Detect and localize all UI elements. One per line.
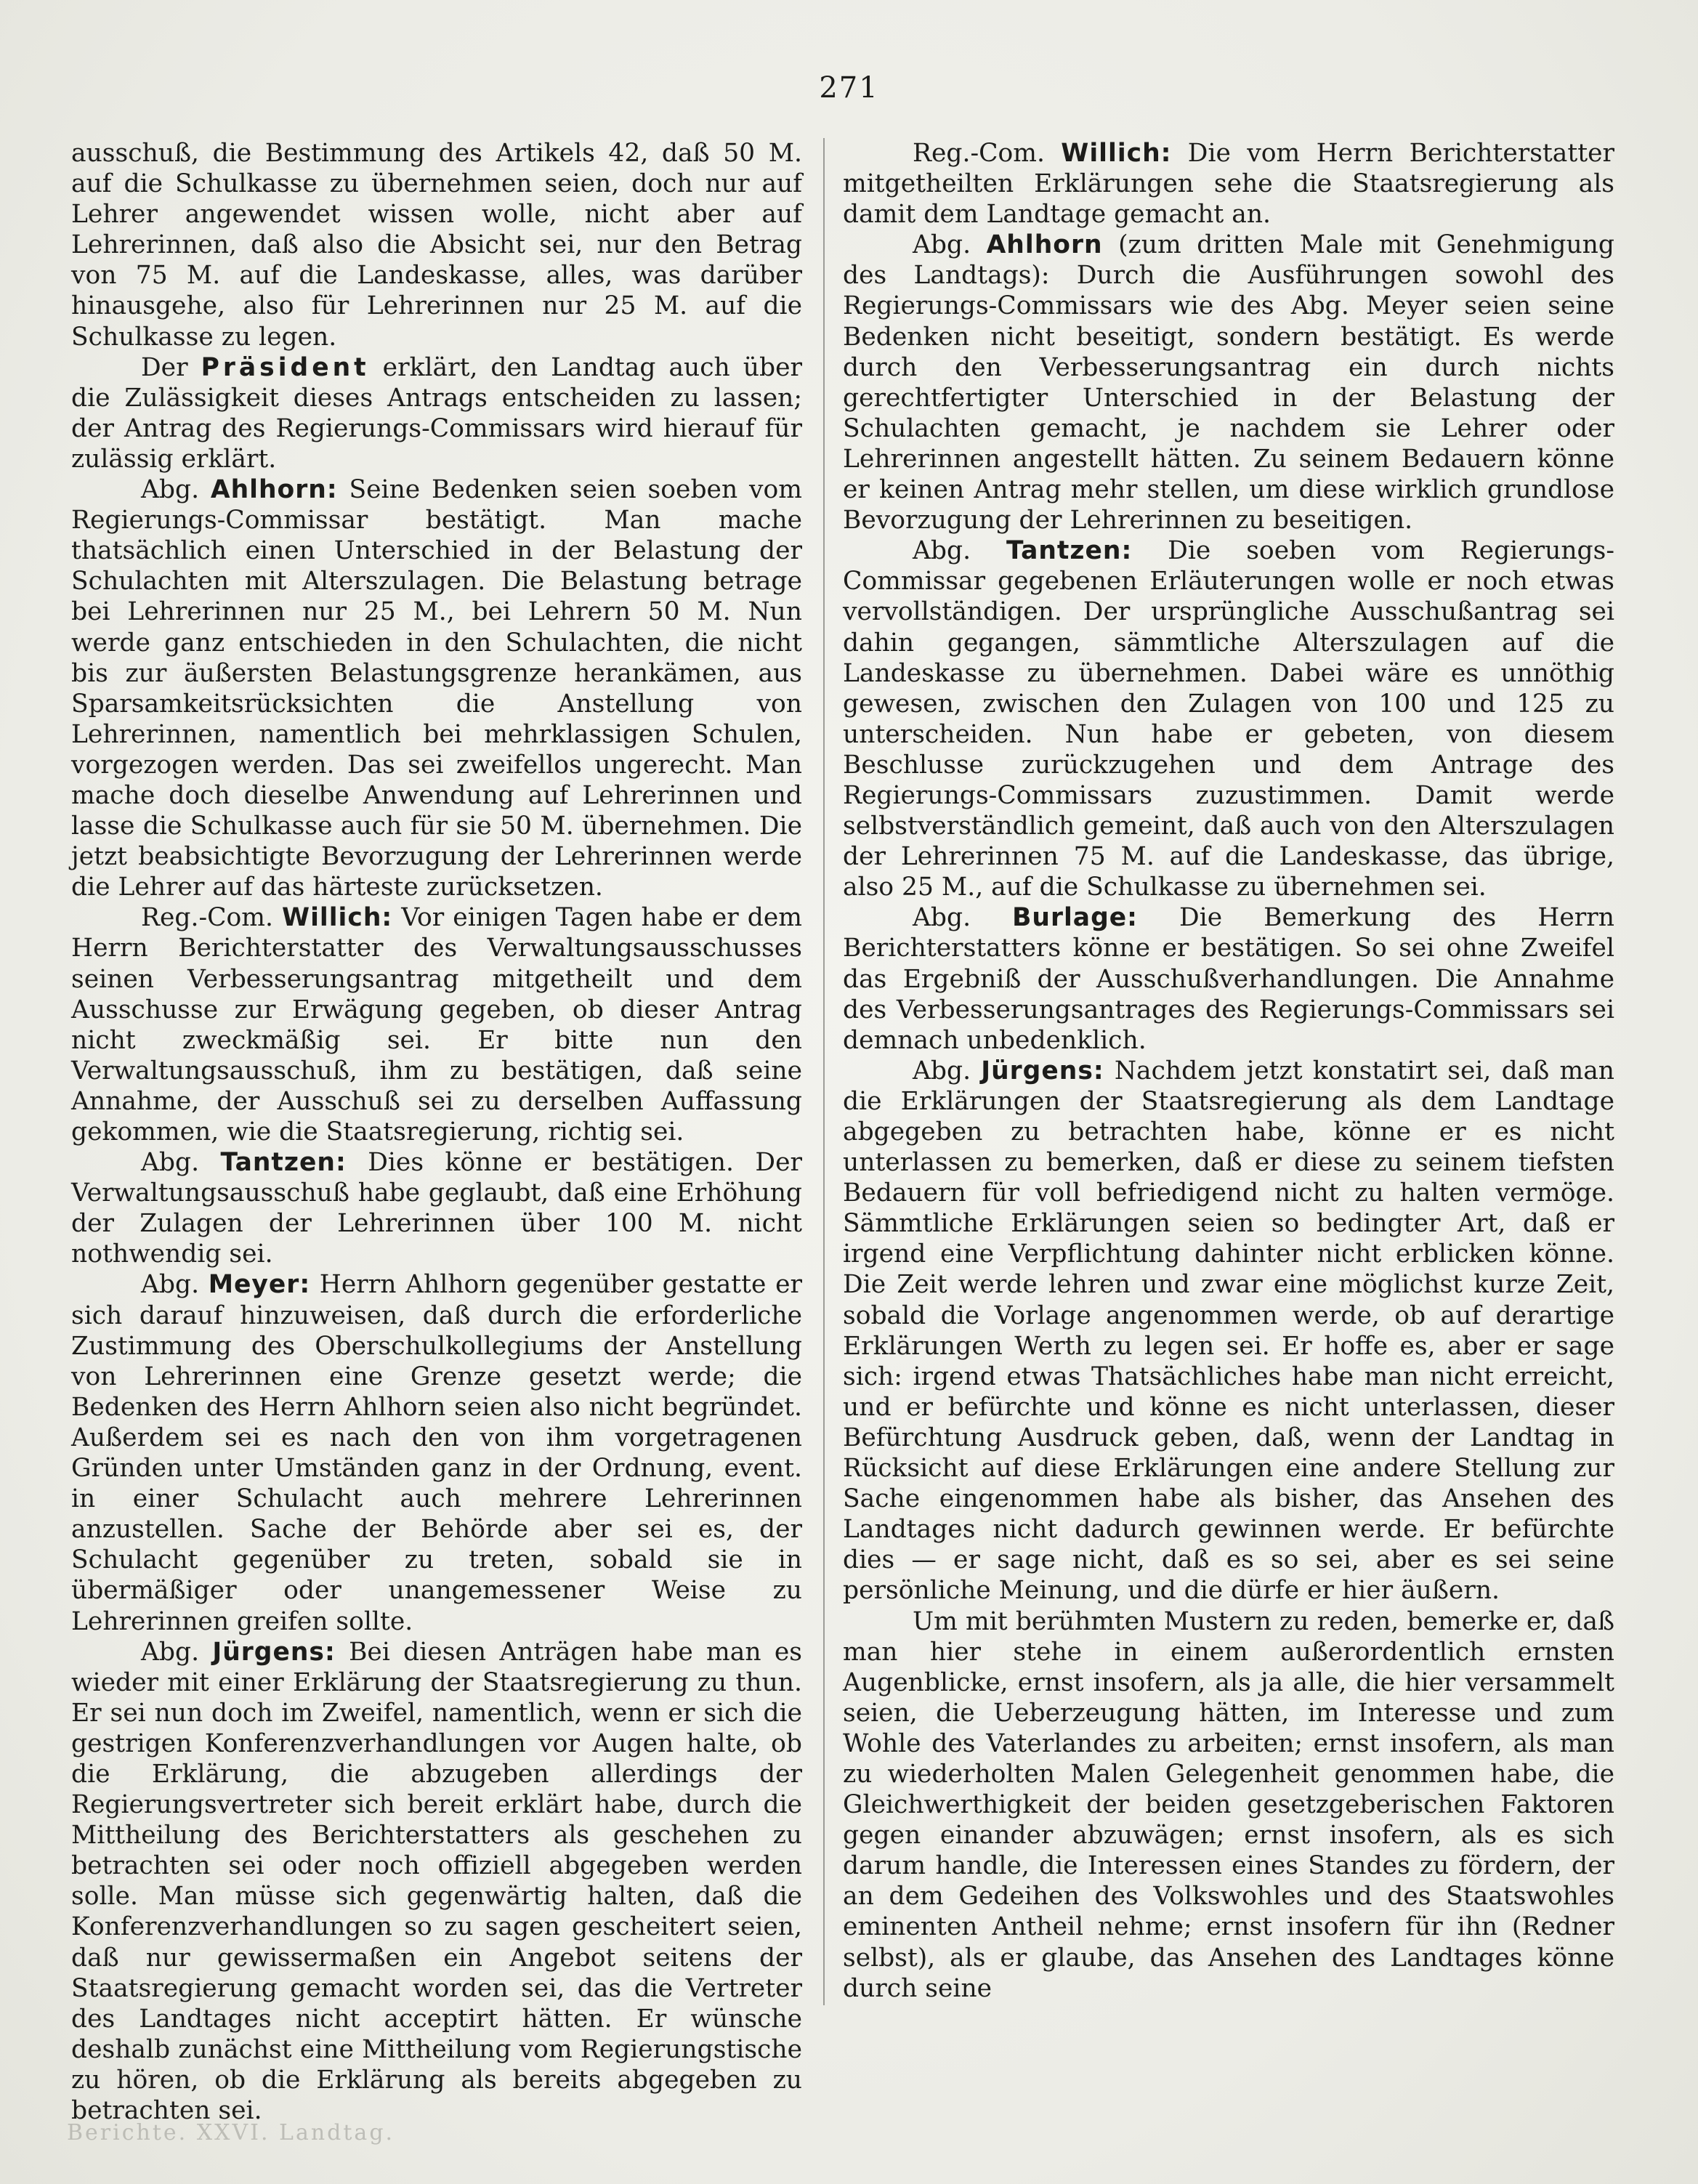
paragraph-text: Dies könne er bestätigen. Der Verwaltungsausschuß habe geglaubt, daß eine Erhöhung der Zulagen der Lehrerinnen über 100 M. nicht nothwendig sei. — [71, 1148, 802, 1269]
speaker-name: Burlage: — [1012, 903, 1138, 933]
speaker-title: Der — [141, 352, 201, 382]
speaker-name: Tantzen: — [220, 1148, 347, 1178]
paragraph-text: Vor einigen Tagen habe er dem Herrn Berichterstatter des Verwaltungsausschusses seinen Verbesserungsantrag mitgetheilt und dem Ausschusse zur Erwägung gegeben, ob dieser Antrag nicht zweckmäßig sei. Er bitte nun den Verwaltungsausschuß, ihm zu bestätigen, daß seine Annahme, der Ausschuß sei zu derselben Auffassung gekommen, wie die Staatsregierung, richtig sei. — [71, 903, 802, 1146]
speaker-title: Abg. — [141, 1637, 213, 1667]
paragraph — [843, 230, 1614, 535]
paragraph — [843, 1606, 1614, 2004]
speaker-name: Jürgens: — [981, 1056, 1104, 1085]
paragraph — [71, 138, 802, 352]
paragraph — [71, 1637, 802, 2127]
speaker-title: Abg. — [913, 230, 987, 260]
speaker-title: Abg. — [141, 1148, 221, 1178]
speaker-title: Abg. — [141, 1270, 209, 1300]
paragraph-text: Seine Bedenken seien soeben vom Regierungs-Commissar bestätigt. Man mache thatsächlich einen Unterschied in der Belastung der Schulachten mit Alterszulagen. Die Belastung betrage bei Lehrerinnen nur 25 M., bei Lehrern 50 M. Nun werde ganz entschieden in den Schulachten, die nicht bis zur äußersten Belastungsgrenze herankämen, aus Sparsamkeitsrücksichten die Anstellung von Lehrerinnen, namentlich bei mehrklassigen Schulen, vorgezogen werden. Das sei zweifellos ungerecht. Man mache doch dieselbe Anwendung auf Lehrerinnen und lasse die Schulkasse auch für sie 50 M. übernehmen. Die jetzt beabsichtigte Bevorzugung der Lehrerinnen werde die Lehrer auf das härteste zurücksetzen. — [71, 475, 802, 902]
paragraph — [843, 902, 1614, 1055]
paragraph — [843, 1056, 1614, 1606]
paragraph-text: Die Bemerkung des Herrn Berichterstatters könne er bestätigen. So sei ohne Zweifel das Ergebniß der Ausschußverhandlungen. Die Annahme des Verbesserungsantrages des Regierungs-Commissars sei demnach unbedenklich. — [843, 903, 1614, 1055]
paragraph-text: Herrn Ahlhorn gegenüber gestatte er sich darauf hinzuweisen, daß durch die erforderliche Zustimmung des Oberschulkollegiums der Anstellung von Lehrerinnen eine Grenze gesetzt werde; die Bedenken des Herrn Ahlhorn seien also nicht begründet. Außerdem sei es nach den von ihm vorgetragenen Gründen unter Umständen ganz in der Ordnung, event. in einer Schulacht auch mehrere Lehrerinnen anzustellen. Sache der Behörde aber sei es, der Schulacht gegenüber zu treten, sobald sie in übermäßiger oder unangemessener Weise zu Lehrerinnen greifen sollte. — [71, 1270, 802, 1636]
speaker-name: Jürgens: — [212, 1637, 336, 1667]
speaker-name: Willich: — [1061, 139, 1172, 168]
speaker-title: Abg. — [913, 903, 1013, 933]
speaker-name: Tantzen: — [1006, 536, 1133, 566]
speaker-name: Präsident — [201, 352, 370, 382]
speaker-name: Meyer: — [208, 1270, 311, 1300]
paragraph-text: (zum dritten Male mit Genehmigung des Landtags): Durch die Ausführungen sowohl des Regierungs-Commissars wie des Abg. Meyer seien seine Bedenken nicht beseitigt, sondern bestätigt. Es werde durch den Verbesserungsantrag ein durch nichts gerechtfertigter Unterschied in der Belastung der Schulachten gemacht, je nachdem sie Lehrer oder Lehrerinnen angestellt hätten. Zu seinem Bedauern könne er keinen Antrag mehr stellen, um diese wirklich grundlose Bevorzugung der Lehrerinnen zu beseitigen. — [843, 230, 1614, 535]
paragraph — [843, 535, 1614, 902]
paragraph — [71, 1269, 802, 1636]
speaker-name: Willich: — [282, 903, 393, 933]
paragraph-text: Um mit berühmten Mustern zu reden, bemerke er, daß man hier stehe in einem außerordentlich ernsten Augenblicke, ernst insofern, als ja alle, die hier versammelt seien, die Ueberzeugung hätten, im Interesse und zum Wohle des Vaterlandes zu arbeiten; ernst insofern, als man zu wiederholten Malen Gelegenheit genommen habe, die Gleichwerthigkeit der beiden gesetzgeberischen Faktoren gegen einander abzuwägen; ernst insofern, als es sich darum handle, die Interessen eines Standes zu fördern, der an dem Gedeihen des Volkswohles und des Staatswohles eminenten Antheil nehme; ernst insofern für ihn (Redner selbst), als er glaube, das Ansehen des Landtages könne durch seine — [843, 1606, 1614, 2003]
paragraph — [843, 138, 1614, 230]
paragraph — [71, 352, 802, 474]
left-column — [71, 138, 802, 2126]
paragraph-text: Die soeben vom Regierungs-Commissar gegebenen Erläuterungen wolle er noch etwas vervollständigen. Der ursprüngliche Ausschußantrag sei dahin gegangen, sämmtliche Alterszulagen auf die Landeskasse zu übernehmen. Dabei wäre es unnöthig gewesen, zwischen den Zulagen von 100 und 125 zu unterscheiden. Nun habe er gebeten, von diesem Beschlusse zurückzugehen und dem Antrage des Regierungs-Commissars zuzustimmen. Damit werde selbstverständlich gemeint, daß auch von den Alterszulagen der Lehrerinnen 75 M. auf die Landeskasse, das übrige, also 25 M., auf die Schulkasse zu übernehmen sei. — [843, 536, 1614, 902]
paragraph-text: Bei diesen Anträgen habe man es wieder mit einer Erklärung der Staatsregierung zu thun. Er sei nun doch im Zweifel, namentlich, wenn er sich die gestrigen Konferenzverhandlungen vor Augen halte, ob die Erklärung, die abzugeben allerdings der Regierungsvertreter sich bereit erklärt habe, durch die Mittheilung des Berichterstatters als geschehen zu betrachten sei oder noch offiziell abgegeben werden solle. Man müsse sich gegenwärtig halten, daß die Konferenzverhandlungen so zu sagen gescheitert seien, daß nur gewissermaßen ein Angebot seitens der Staatsregierung gemacht worden sei, das die Vertreter des Landtages nicht acceptirt hätten. Er wünsche deshalb zunächst eine Mittheilung vom Regierungstische zu hören, ob die Erklärung als bereits abgegeben zu betrachten sei. — [71, 1637, 802, 2125]
column-divider — [823, 138, 825, 2005]
paragraph — [71, 474, 802, 902]
speaker-title: Abg. — [913, 1056, 982, 1085]
paragraph-text: Nachdem jetzt konstatirt sei, daß man die Erklärungen der Staatsregierung als dem Landtage abgegeben zu betrachten habe, könne er es nicht unterlassen zu bemerken, daß er diese zu seinem tiefsten Bedauern für voll befriedigend nicht zu halten vermöge. Sämmtliche Erklärungen seien so bedingter Art, daß er irgend eine Verpflichtung dahinter nicht erblicken könne. Die Zeit werde lehren und zwar eine möglichst kurze Zeit, sobald die Vorlage angenommen werde, ob auf derartige Erklärungen Werth zu legen sei. Er hoffe es, aber er sage sich: irgend etwas Thatsächliches habe man nicht erreicht, und er befürchte und könne es nicht unterlassen, dieser Befürchtung Ausdruck geben, daß, wenn der Landtag in Rücksicht auf diese Erklärungen eine andere Stellung zur Sache eingenommen habe als bisher, das Ansehen des Landtages nicht dadurch gewinnen werde. Er befürchte dies — er sage nicht, daß es so sei, aber es sei seine persönliche Meinung, und die dürfe er hier äußern. — [843, 1056, 1614, 1606]
speaker-name: Ahlhorn — [986, 230, 1103, 260]
footer-bleed-through: Berichte. XXVI. Landtag. — [67, 2120, 395, 2145]
speaker-name: Ahlhorn: — [210, 475, 338, 505]
speaker-title: Reg.-Com. — [913, 139, 1062, 168]
paragraph — [71, 1147, 802, 1269]
paragraph-text: erklärt, den Landtag auch über die Zulässigkeit dieses Antrags entscheiden zu lassen; der Antrag des Regierungs-Commissars wird hierauf für zulässig erklärt. — [71, 352, 802, 474]
right-column — [843, 138, 1614, 2004]
paragraph-text: Die vom Herrn Berichterstatter mitgetheilten Erklärungen sehe die Staatsregierung als damit dem Landtage gemacht an. — [843, 139, 1615, 230]
page-number: 271 — [819, 71, 879, 105]
paragraph-text: ausschuß, die Bestimmung des Artikels 42, daß 50 M. auf die Schulkasse zu übernehmen seien, doch nur auf Lehrer angewendet wissen wolle, nicht aber auf Lehrerinnen, daß also die Absicht sei, nur den Betrag von 75 M. auf die Landeskasse, alles, was darüber hinausgehe, also für Lehrerinnen nur 25 M. auf die Schulkasse zu legen. — [71, 139, 802, 352]
speaker-title: Abg. — [141, 475, 211, 505]
speaker-title: Abg. — [913, 536, 1006, 566]
paragraph — [71, 902, 802, 1147]
speaker-title: Reg.-Com. — [141, 903, 283, 933]
